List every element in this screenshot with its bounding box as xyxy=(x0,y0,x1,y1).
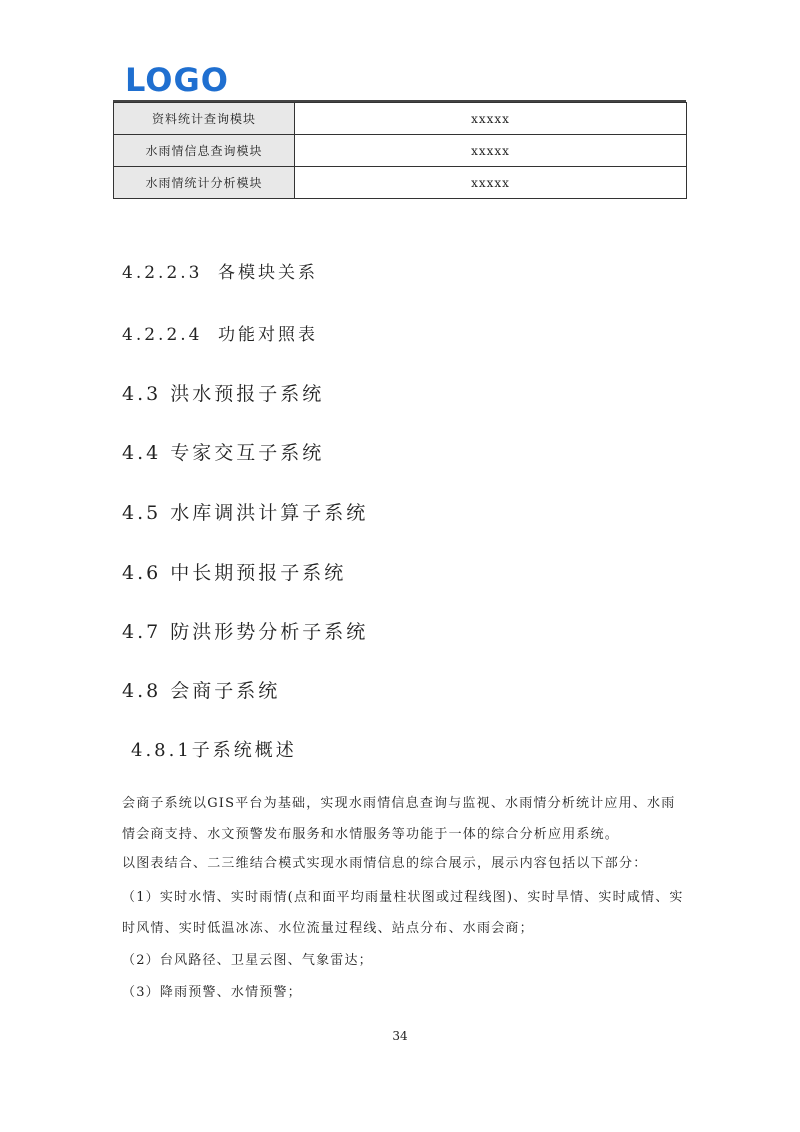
body-paragraph: 以图表结合、二三维结合模式实现水雨情信息的综合展示，展示内容包括以下部分： xyxy=(122,856,648,871)
heading-4-5: 4.5 水库调洪计算子系统 xyxy=(122,502,369,524)
module-table xyxy=(113,102,687,199)
heading-number: 4.2.2.4 xyxy=(122,325,203,345)
module-value-cell: xxxxx xyxy=(295,103,687,135)
heading-title: 各模块关系 xyxy=(218,263,318,283)
body-paragraph: （3）降雨预警、水情预警； xyxy=(122,985,302,1000)
page-number: 34 xyxy=(392,1029,408,1043)
heading-4-4: 4.4 专家交互子系统 xyxy=(122,442,325,464)
body-paragraph: （1）实时水情、实时雨情(点和面平均雨量柱状图或过程线图)、实时旱情、实时咸情、实时风情、实时低温冰冻、水位流量过程线、站点分布、水雨会商； xyxy=(122,890,684,936)
heading-4-6: 4.6 中长期预报子系统 xyxy=(122,562,347,584)
table-row xyxy=(114,135,687,167)
heading-4-7: 4.7 防洪形势分析子系统 xyxy=(122,621,369,643)
body-paragraph: 会商子系统以GIS平台为基础，实现水雨情信息查询与监视、水雨情分析统计应用、水雨情会商支持、水文预警发布服务和水情服务等功能于一体的综合分析应用系统。 xyxy=(122,796,676,842)
heading-4-2-2-4 xyxy=(122,320,318,345)
heading-number: 4.2.2.3 xyxy=(122,263,203,283)
module-value-cell: xxxxx xyxy=(295,135,687,167)
module-name-cell: 资料统计查询模块 xyxy=(114,103,295,135)
module-name-cell: 水雨情信息查询模块 xyxy=(114,135,295,167)
heading-4-2-2-3 xyxy=(122,258,318,283)
logo: LOGO xyxy=(125,61,229,99)
module-value-cell: xxxxx xyxy=(295,167,687,199)
body-paragraph: （2）台风路径、卫星云图、气象雷达； xyxy=(122,953,373,968)
table-row xyxy=(114,103,687,135)
table-row xyxy=(114,167,687,199)
heading-4-8-1: 4.8.1子系统概述 xyxy=(131,740,297,761)
heading-title: 功能对照表 xyxy=(218,325,318,345)
heading-4-8: 4.8 会商子系统 xyxy=(122,680,281,702)
module-name-cell: 水雨情统计分析模块 xyxy=(114,167,295,199)
heading-4-3: 4.3 洪水预报子系统 xyxy=(122,383,325,405)
